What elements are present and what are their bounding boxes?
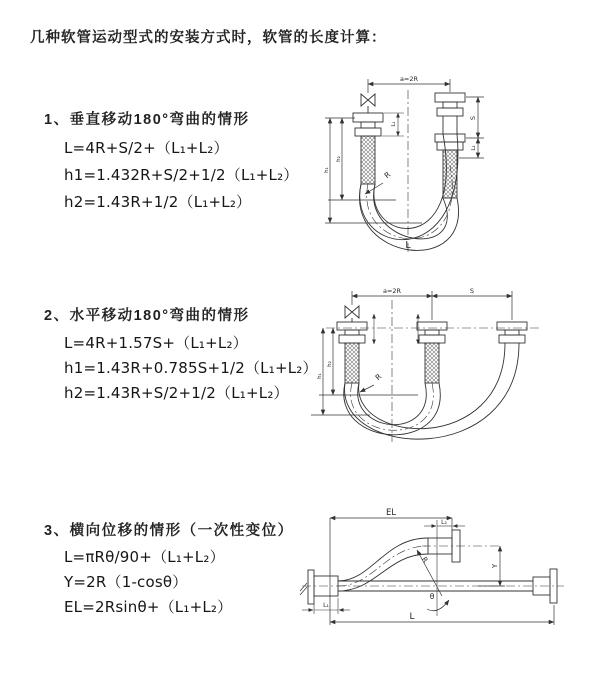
dim-label-el: EL	[385, 508, 397, 518]
dimension-h1-h2	[311, 328, 418, 415]
section-2-formula-L: L=4R+1.57S+（L₁+L₂）	[64, 334, 248, 352]
length-label: L	[409, 612, 415, 622]
dimension-fitting-lengths	[374, 314, 418, 344]
right-pipe-section	[443, 116, 457, 134]
section-1-formula-h2: h2=1.43R+1/2（L₁+L₂）	[64, 193, 252, 211]
diagram-vertical-movement	[298, 66, 578, 258]
dim-label-h1: h₁	[324, 167, 330, 173]
left-braided-hose	[361, 136, 375, 184]
left-flange-fitting	[353, 113, 383, 136]
section-1-formula-L: L=4R+S/2+（L₁+L₂）	[64, 139, 229, 157]
radius-label: R	[382, 169, 393, 181]
diagram-horizontal-movement	[306, 280, 591, 460]
section-2-formula-h2: h2=1.43R+S/2+1/2（L₁+L₂）	[64, 384, 289, 402]
radius-label: R	[373, 371, 384, 383]
section-3-formula-Y: Y=2R（1-cosθ）	[64, 573, 188, 591]
section-2-formula-h1: h1=1.43R+0.785S+1/2（L₁+L₂）	[64, 359, 318, 377]
right-braided-hose	[443, 150, 457, 198]
dimension-a2r-s	[352, 291, 512, 320]
radius-label: R	[419, 555, 430, 565]
dim-label-s: S	[469, 287, 475, 295]
valve-icon	[361, 94, 375, 113]
dim-label-l2: L₂	[441, 519, 447, 526]
dimension-el	[330, 518, 452, 625]
section-3-formula-EL: EL=2Rsinθ+（L₁+L₂）	[64, 598, 233, 616]
middle-flange-fitting	[417, 322, 447, 343]
dim-label-y: Y	[491, 563, 499, 569]
valve-icon	[345, 306, 359, 322]
dim-label-l1: L₁	[323, 602, 329, 609]
section-3-heading: 3、横向位移的情形（一次性变位）	[44, 523, 294, 539]
dim-label-a2r: a=2R	[382, 287, 402, 295]
dim-label-s: S	[469, 115, 477, 121]
page-title: 几种软管运动型式的安装方式时，软管的长度计算：	[30, 30, 387, 46]
hose-s-curve	[338, 538, 428, 591]
dim-label-l2: L₂	[471, 145, 477, 151]
centerline-mark	[300, 583, 307, 595]
length-label: L	[405, 240, 411, 251]
theta-arc	[427, 600, 449, 611]
right-lower-flange-fitting	[435, 134, 465, 150]
diagram-lateral-displacement	[296, 498, 596, 653]
dimension-l	[330, 605, 554, 625]
dim-label-h2: h₂	[327, 361, 333, 367]
left-flange-fitting	[308, 570, 338, 604]
right-flange-fitting	[497, 322, 527, 343]
right-upper-flange-fitting	[435, 93, 465, 116]
left-flange-fitting	[337, 322, 367, 343]
middle-braided-hose	[425, 343, 439, 383]
left-braided-hose	[345, 343, 359, 383]
radius-leader	[417, 550, 442, 596]
section-1-formula-h1: h1=1.432R+S/2+1/2（L₁+L₂）	[64, 166, 299, 184]
dim-label-h2: h₂	[336, 156, 342, 162]
angle-label: θ	[429, 592, 435, 601]
section-1-heading: 1、垂直移动180°弯曲的情形	[44, 112, 250, 128]
section-2-heading: 2、水平移动180°弯曲的情形	[44, 308, 250, 324]
dim-label-a2r: a=2R	[399, 75, 419, 83]
section-3-formula-L: L=πRθ/90+（L₁+L₂）	[64, 548, 225, 566]
dim-label-l1: L₁	[391, 121, 397, 127]
dim-label-h1: h₁	[317, 373, 323, 379]
radius-leader	[360, 385, 374, 392]
